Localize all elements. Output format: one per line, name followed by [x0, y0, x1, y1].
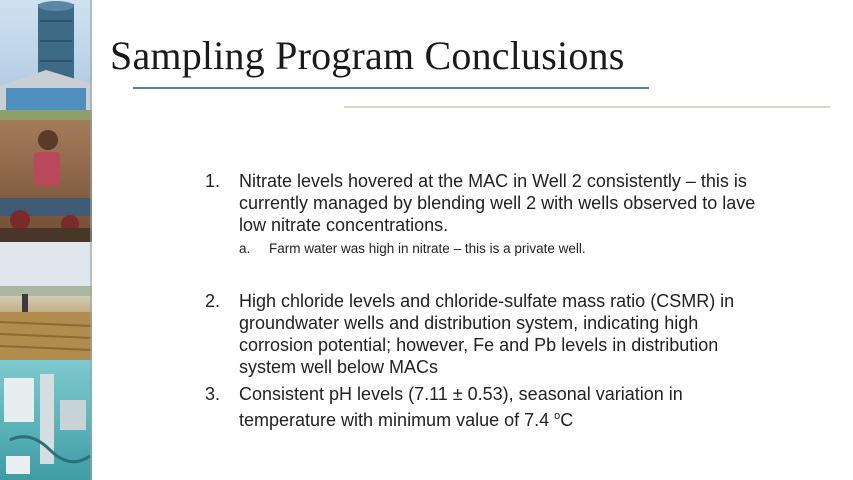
list-item-number: 2. [205, 291, 221, 311]
photo-technician [0, 120, 92, 242]
list-item-number: 3. [205, 384, 221, 404]
photo-strip [0, 0, 92, 480]
list-item-text [239, 383, 765, 431]
list-item-text-unit: C [560, 410, 574, 430]
list-item-3 [205, 383, 765, 431]
list-item-2 [205, 290, 765, 378]
strip-fade [92, 0, 110, 480]
list-item-text-main: Consistent pH levels (7.11 ± 0.53), seasonal variation in temperature with minimum value of 7.4 [239, 384, 683, 430]
degree-superscript: o [554, 410, 561, 422]
photo-water-tower [0, 0, 92, 120]
sub-item-a [239, 240, 765, 258]
slide-title: Sampling Program Conclusions [110, 33, 625, 78]
accent-line [344, 106, 830, 108]
photo-field [0, 242, 92, 360]
list-item-text: Nitrate levels hovered at the MAC in Well 2 consistently – this is currently managed by blending well 2 with wells observed to lave low nitrate concentrations. [239, 171, 756, 235]
sub-item-text: Farm water was high in nitrate – this is a private well. [269, 241, 586, 256]
list-item-text: High chloride levels and chloride-sulfate mass ratio (CSMR) in groundwater wells and distribution system, indicating high corrosion potential; however, Fe and Pb levels in distribution system well below MACs [239, 291, 735, 377]
title-underline [133, 87, 649, 89]
list-item-1 [205, 170, 765, 236]
conclusions-list [205, 170, 765, 431]
photo-equipment [0, 360, 92, 480]
list-item-number: 1. [205, 171, 221, 191]
sub-item-marker: a. [239, 241, 251, 256]
